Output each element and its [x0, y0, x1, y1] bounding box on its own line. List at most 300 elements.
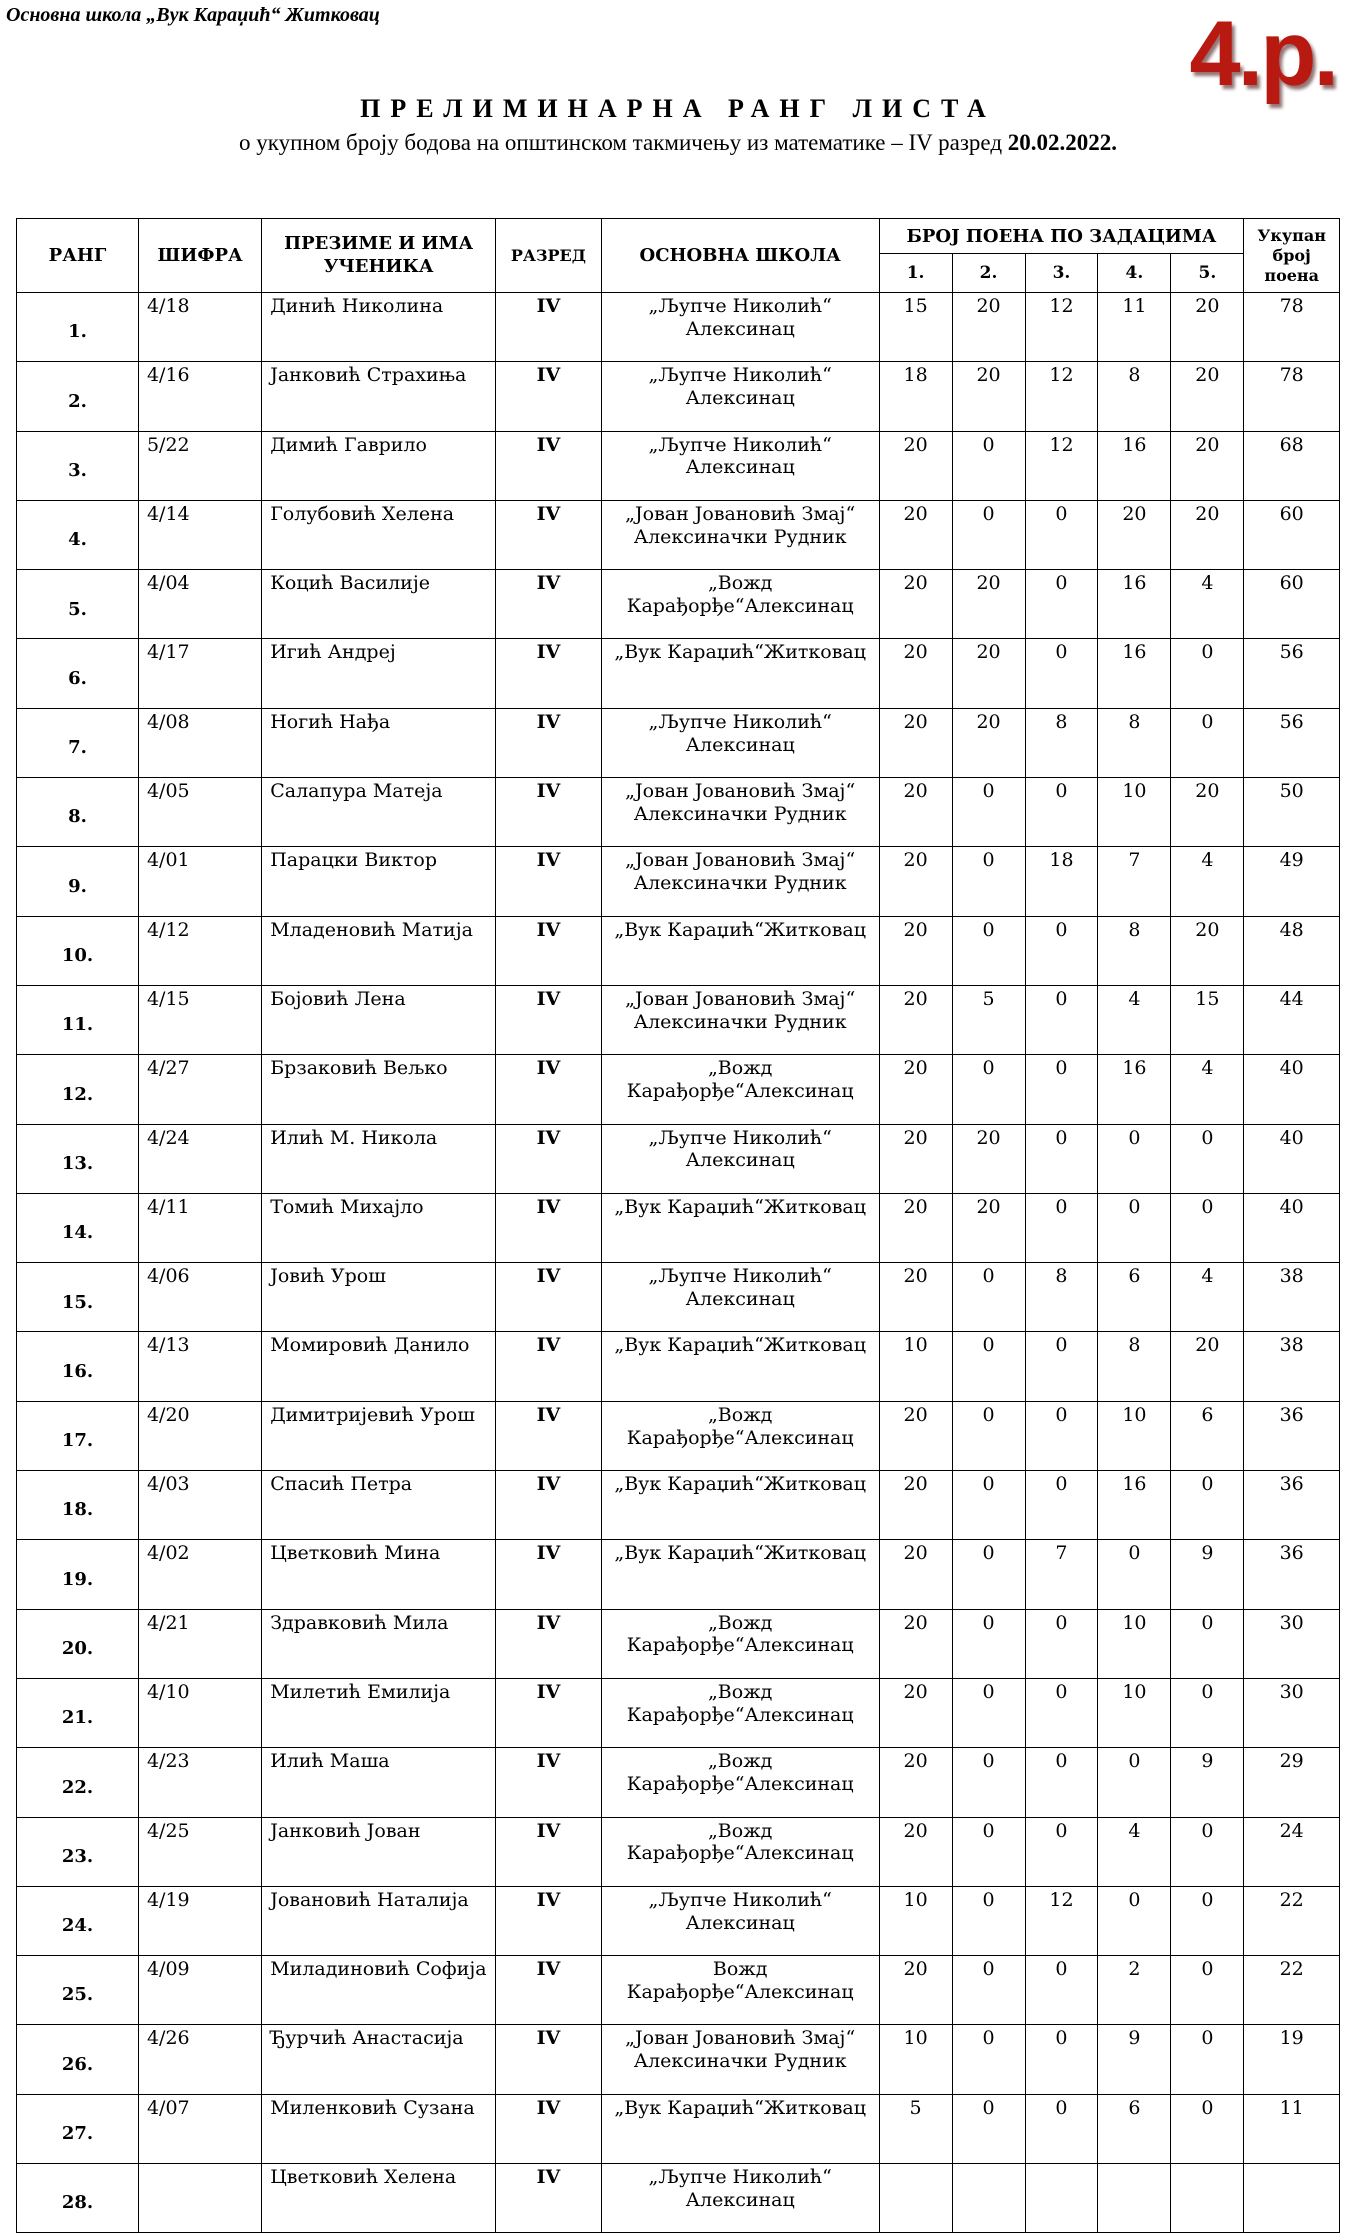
table-row — [17, 1055, 1340, 1124]
task-4-score-cell: 16 — [1098, 639, 1171, 708]
task-2-score-cell: 0 — [952, 431, 1025, 500]
code-cell: 4/13 — [138, 1332, 261, 1401]
task-5-score-cell: 20 — [1171, 293, 1244, 362]
task-1-score-cell: 5 — [879, 2094, 952, 2163]
task-1-score-cell: 20 — [879, 778, 952, 847]
header-task-points: БРОЈ ПОЕНА ПО ЗАДАЦИМА — [879, 219, 1244, 254]
task-3-score-cell: 0 — [1025, 1609, 1098, 1678]
task-4-score-cell: 0 — [1098, 1748, 1171, 1817]
rank-cell: 10. — [17, 916, 139, 985]
task-5-score-cell: 0 — [1171, 1193, 1244, 1262]
school-cell: „Вук Караџић“Житковац — [601, 916, 879, 985]
task-3-score-cell: 0 — [1025, 1332, 1098, 1401]
table-row — [17, 293, 1340, 362]
code-cell: 4/03 — [138, 1471, 261, 1540]
task-2-score-cell: 20 — [952, 708, 1025, 777]
code-cell: 5/22 — [138, 431, 261, 500]
school-cell: Вожд Карађорђе“Алексинац — [601, 1956, 879, 2025]
task-1-score-cell: 10 — [879, 2025, 952, 2094]
total-points-cell: 36 — [1244, 1401, 1340, 1470]
task-1-score-cell: 20 — [879, 1678, 952, 1747]
task-1-score-cell: 20 — [879, 1193, 952, 1262]
total-points-cell: 60 — [1244, 500, 1340, 569]
task-4-score-cell: 0 — [1098, 1193, 1171, 1262]
task-5-score-cell: 0 — [1171, 1886, 1244, 1955]
task-1-score-cell: 18 — [879, 362, 952, 431]
table-row — [17, 778, 1340, 847]
subtitle-date: 20.02.2022. — [1007, 130, 1118, 155]
student-name-cell: Брзаковић Вељко — [262, 1055, 496, 1124]
table-row — [17, 1471, 1340, 1540]
code-cell: 4/02 — [138, 1540, 261, 1609]
rank-cell: 27. — [17, 2094, 139, 2163]
school-cell: „Јован Јовановић Змај“ Алексиначки Рудник — [601, 2025, 879, 2094]
table-row — [17, 847, 1340, 916]
task-2-score-cell: 0 — [952, 2025, 1025, 2094]
header-code: ШИФРА — [138, 219, 261, 293]
table-row — [17, 1678, 1340, 1747]
school-cell: „Вожд Карађорђе“Алексинац — [601, 570, 879, 639]
school-cell: „Љупче Николић“ Алексинац — [601, 362, 879, 431]
total-points-cell: 78 — [1244, 293, 1340, 362]
student-name-cell: Миладиновић Софија — [262, 1956, 496, 2025]
student-name-cell: Илић Маша — [262, 1748, 496, 1817]
student-name-cell: Салапура Матеја — [262, 778, 496, 847]
table-row — [17, 431, 1340, 500]
header-grade: РАЗРЕД — [496, 219, 602, 293]
total-points-cell: 49 — [1244, 847, 1340, 916]
rank-cell: 14. — [17, 1193, 139, 1262]
table-row — [17, 639, 1340, 708]
school-cell: „Вук Караџић“Житковац — [601, 639, 879, 708]
table-row — [17, 985, 1340, 1054]
school-cell: „Љупче Николић“ Алексинац — [601, 293, 879, 362]
header-task-2: 2. — [952, 254, 1025, 293]
student-name-cell: Ђурчић Анастасија — [262, 2025, 496, 2094]
task-2-score-cell: 0 — [952, 1471, 1025, 1540]
task-4-score-cell: 8 — [1098, 708, 1171, 777]
task-4-score-cell: 7 — [1098, 847, 1171, 916]
header-student-name: ПРЕЗИМЕ И ИМА УЧЕНИКА — [262, 219, 496, 293]
total-points-cell: 22 — [1244, 1886, 1340, 1955]
task-2-score-cell: 0 — [952, 1748, 1025, 1817]
rank-cell: 1. — [17, 293, 139, 362]
grade-cell: IV — [496, 2025, 602, 2094]
rank-cell: 17. — [17, 1401, 139, 1470]
total-points-cell: 40 — [1244, 1193, 1340, 1262]
code-cell: 4/14 — [138, 500, 261, 569]
table-row — [17, 1401, 1340, 1470]
student-name-cell: Здравковић Мила — [262, 1609, 496, 1678]
table-row — [17, 500, 1340, 569]
task-2-score-cell: 0 — [952, 1263, 1025, 1332]
student-name-cell: Игић Андреј — [262, 639, 496, 708]
task-4-score-cell: 8 — [1098, 362, 1171, 431]
task-3-score-cell: 18 — [1025, 847, 1098, 916]
school-cell: „Вожд Карађорђе“Алексинац — [601, 1817, 879, 1886]
school-cell: „Вук Караџић“Житковац — [601, 2094, 879, 2163]
total-points-cell: 40 — [1244, 1055, 1340, 1124]
task-1-score-cell: 20 — [879, 916, 952, 985]
task-4-score-cell: 0 — [1098, 1124, 1171, 1193]
task-3-score-cell: 0 — [1025, 1817, 1098, 1886]
rank-cell: 25. — [17, 1956, 139, 2025]
school-cell: „Љупче Николић“ Алексинац — [601, 708, 879, 777]
task-4-score-cell: 0 — [1098, 1886, 1171, 1955]
student-name-cell: Јанковић Страхиња — [262, 362, 496, 431]
rank-cell: 2. — [17, 362, 139, 431]
grade-cell: IV — [496, 1401, 602, 1470]
total-points-cell: 36 — [1244, 1540, 1340, 1609]
grade-cell: IV — [496, 916, 602, 985]
task-5-score-cell: 4 — [1171, 1263, 1244, 1332]
task-1-score-cell: 20 — [879, 1055, 952, 1124]
school-cell: „Љупче Николић“ Алексинац — [601, 2164, 879, 2233]
code-cell: 4/06 — [138, 1263, 261, 1332]
student-name-cell: Коцић Василије — [262, 570, 496, 639]
table-row — [17, 1124, 1340, 1193]
task-1-score-cell: 20 — [879, 1401, 952, 1470]
total-points-cell: 11 — [1244, 2094, 1340, 2163]
task-2-score-cell: 0 — [952, 778, 1025, 847]
table-row — [17, 1886, 1340, 1955]
task-1-score-cell: 15 — [879, 293, 952, 362]
school-cell: „Вук Караџић“Житковац — [601, 1332, 879, 1401]
task-1-score-cell: 20 — [879, 1956, 952, 2025]
total-points-cell: 30 — [1244, 1609, 1340, 1678]
code-cell: 4/10 — [138, 1678, 261, 1747]
school-cell: „Љупче Николић“ Алексинац — [601, 431, 879, 500]
grade-cell: IV — [496, 500, 602, 569]
task-3-score-cell: 0 — [1025, 1193, 1098, 1262]
table-row — [17, 570, 1340, 639]
school-cell: „Љупче Николић“ Алексинац — [601, 1124, 879, 1193]
total-points-cell: 38 — [1244, 1332, 1340, 1401]
grade-cell: IV — [496, 1263, 602, 1332]
header-task-4: 4. — [1098, 254, 1171, 293]
student-name-cell: Голубовић Хелена — [262, 500, 496, 569]
rank-cell: 7. — [17, 708, 139, 777]
grade-cell: IV — [496, 778, 602, 847]
total-points-cell: 24 — [1244, 1817, 1340, 1886]
total-points-cell: 36 — [1244, 1471, 1340, 1540]
table-row — [17, 1332, 1340, 1401]
task-4-score-cell: 10 — [1098, 1401, 1171, 1470]
school-cell: „Јован Јовановић Змај“ Алексиначки Рудник — [601, 778, 879, 847]
school-cell: „Вук Караџић“Житковац — [601, 1193, 879, 1262]
task-1-score-cell: 10 — [879, 1886, 952, 1955]
task-2-score-cell: 20 — [952, 1193, 1025, 1262]
task-2-score-cell: 5 — [952, 985, 1025, 1054]
task-5-score-cell: 15 — [1171, 985, 1244, 1054]
task-2-score-cell: 20 — [952, 293, 1025, 362]
table-row — [17, 362, 1340, 431]
task-1-score-cell: 20 — [879, 1748, 952, 1817]
task-3-score-cell — [1025, 2164, 1098, 2233]
grade-cell: IV — [496, 1055, 602, 1124]
task-1-score-cell: 20 — [879, 847, 952, 916]
task-5-score-cell — [1171, 2164, 1244, 2233]
rank-cell: 6. — [17, 639, 139, 708]
total-points-cell: 19 — [1244, 2025, 1340, 2094]
code-cell: 4/07 — [138, 2094, 261, 2163]
subtitle-text: о укупном броју бодова на општинском такмичењу из математике – IV разред — [238, 130, 1008, 155]
document-subtitle — [0, 130, 1356, 156]
task-2-score-cell: 0 — [952, 1609, 1025, 1678]
table-row — [17, 1540, 1340, 1609]
student-name-cell: Спасић Петра — [262, 1471, 496, 1540]
task-2-score-cell: 0 — [952, 1956, 1025, 2025]
task-5-score-cell: 4 — [1171, 570, 1244, 639]
total-points-cell: 48 — [1244, 916, 1340, 985]
task-3-score-cell: 12 — [1025, 431, 1098, 500]
school-cell: „Вук Караџић“Житковац — [601, 1471, 879, 1540]
task-1-score-cell: 20 — [879, 985, 952, 1054]
task-1-score-cell: 20 — [879, 570, 952, 639]
task-4-score-cell: 16 — [1098, 570, 1171, 639]
task-5-score-cell: 20 — [1171, 431, 1244, 500]
code-cell: 4/08 — [138, 708, 261, 777]
total-points-cell: 38 — [1244, 1263, 1340, 1332]
task-4-score-cell: 20 — [1098, 500, 1171, 569]
code-cell: 4/17 — [138, 639, 261, 708]
table-row — [17, 1193, 1340, 1262]
header-total: Укупан број поена — [1244, 219, 1340, 293]
rank-cell: 5. — [17, 570, 139, 639]
task-3-score-cell: 0 — [1025, 1678, 1098, 1747]
task-5-score-cell: 20 — [1171, 362, 1244, 431]
table-row — [17, 2164, 1340, 2233]
task-4-score-cell: 16 — [1098, 1055, 1171, 1124]
task-5-score-cell: 20 — [1171, 1332, 1244, 1401]
grade-cell: IV — [496, 708, 602, 777]
total-points-cell: 44 — [1244, 985, 1340, 1054]
grade-cell: IV — [496, 293, 602, 362]
rank-cell: 20. — [17, 1609, 139, 1678]
task-5-score-cell: 0 — [1171, 1609, 1244, 1678]
task-3-score-cell: 0 — [1025, 1748, 1098, 1817]
school-cell: „Вожд Карађорђе“Алексинац — [601, 1401, 879, 1470]
task-2-score-cell: 0 — [952, 916, 1025, 985]
grade-cell: IV — [496, 2164, 602, 2233]
header-school: ОСНОВНА ШКОЛА — [601, 219, 879, 293]
task-5-score-cell: 20 — [1171, 778, 1244, 847]
total-points-cell: 22 — [1244, 1956, 1340, 2025]
task-1-score-cell: 20 — [879, 431, 952, 500]
rank-cell: 15. — [17, 1263, 139, 1332]
task-5-score-cell: 0 — [1171, 1471, 1244, 1540]
task-4-score-cell: 16 — [1098, 431, 1171, 500]
total-points-cell: 30 — [1244, 1678, 1340, 1747]
rank-cell: 22. — [17, 1748, 139, 1817]
code-cell: 4/11 — [138, 1193, 261, 1262]
task-1-score-cell: 20 — [879, 1540, 952, 1609]
school-cell: „Јован Јовановић Змај“ Алексиначки Рудник — [601, 847, 879, 916]
school-cell: „Вожд Карађорђе“Алексинац — [601, 1748, 879, 1817]
table-row — [17, 708, 1340, 777]
header-rank: РАНГ — [17, 219, 139, 293]
rank-cell: 28. — [17, 2164, 139, 2233]
rank-cell: 26. — [17, 2025, 139, 2094]
task-2-score-cell: 0 — [952, 1678, 1025, 1747]
grade-cell: IV — [496, 2094, 602, 2163]
task-2-score-cell: 0 — [952, 1055, 1025, 1124]
task-2-score-cell — [952, 2164, 1025, 2233]
rank-cell: 4. — [17, 500, 139, 569]
student-name-cell: Јовић Урош — [262, 1263, 496, 1332]
grade-cell: IV — [496, 362, 602, 431]
student-name-cell: Илић М. Никола — [262, 1124, 496, 1193]
task-1-score-cell: 20 — [879, 1817, 952, 1886]
task-3-score-cell: 0 — [1025, 1471, 1098, 1540]
task-3-score-cell: 8 — [1025, 708, 1098, 777]
task-5-score-cell: 0 — [1171, 2025, 1244, 2094]
task-3-score-cell: 12 — [1025, 1886, 1098, 1955]
code-cell: 4/23 — [138, 1748, 261, 1817]
task-5-score-cell: 6 — [1171, 1401, 1244, 1470]
task-5-score-cell: 0 — [1171, 639, 1244, 708]
code-cell: 4/15 — [138, 985, 261, 1054]
code-cell: 4/12 — [138, 916, 261, 985]
grade-cell: IV — [496, 1332, 602, 1401]
task-4-score-cell: 0 — [1098, 1540, 1171, 1609]
code-cell: 4/20 — [138, 1401, 261, 1470]
task-5-score-cell: 0 — [1171, 708, 1244, 777]
task-5-score-cell: 20 — [1171, 916, 1244, 985]
student-name-cell: Јанковић Јован — [262, 1817, 496, 1886]
table-row — [17, 1263, 1340, 1332]
grade-cell: IV — [496, 639, 602, 708]
task-3-score-cell: 0 — [1025, 639, 1098, 708]
task-1-score-cell: 20 — [879, 1263, 952, 1332]
code-cell: 4/25 — [138, 1817, 261, 1886]
grade-cell: IV — [496, 1817, 602, 1886]
grade-cell: IV — [496, 1540, 602, 1609]
table-row — [17, 2094, 1340, 2163]
task-1-score-cell: 10 — [879, 1332, 952, 1401]
task-2-score-cell: 20 — [952, 570, 1025, 639]
task-3-score-cell: 0 — [1025, 985, 1098, 1054]
total-points-cell: 60 — [1244, 570, 1340, 639]
task-3-score-cell: 0 — [1025, 916, 1098, 985]
grade-cell: IV — [496, 1193, 602, 1262]
student-name-cell: Ногић Нађа — [262, 708, 496, 777]
rank-cell: 23. — [17, 1817, 139, 1886]
task-2-score-cell: 0 — [952, 1540, 1025, 1609]
school-cell: „Вожд Карађорђе“Алексинац — [601, 1609, 879, 1678]
task-3-score-cell: 0 — [1025, 1055, 1098, 1124]
task-3-score-cell: 0 — [1025, 2094, 1098, 2163]
ranking-table — [16, 218, 1340, 2233]
task-4-score-cell: 10 — [1098, 1609, 1171, 1678]
grade-badge: 4.р. — [1189, 3, 1336, 105]
code-cell: 4/05 — [138, 778, 261, 847]
total-points-cell: 50 — [1244, 778, 1340, 847]
task-2-score-cell: 20 — [952, 639, 1025, 708]
rank-cell: 18. — [17, 1471, 139, 1540]
task-3-score-cell: 12 — [1025, 293, 1098, 362]
student-name-cell: Младеновић Матија — [262, 916, 496, 985]
table-row — [17, 2025, 1340, 2094]
task-5-score-cell: 0 — [1171, 1817, 1244, 1886]
student-name-cell: Димић Гаврило — [262, 431, 496, 500]
task-5-score-cell: 20 — [1171, 500, 1244, 569]
rank-cell: 8. — [17, 778, 139, 847]
school-cell: „Јован Јовановић Змај“ Алексиначки Рудник — [601, 500, 879, 569]
task-2-score-cell: 0 — [952, 1332, 1025, 1401]
rank-cell: 24. — [17, 1886, 139, 1955]
student-name-cell: Динић Николина — [262, 293, 496, 362]
school-cell: „Јован Јовановић Змај“ Алексиначки Рудник — [601, 985, 879, 1054]
table-row — [17, 1817, 1340, 1886]
task-3-score-cell: 0 — [1025, 500, 1098, 569]
task-4-score-cell: 9 — [1098, 2025, 1171, 2094]
task-3-score-cell: 8 — [1025, 1263, 1098, 1332]
grade-cell: IV — [496, 1609, 602, 1678]
student-name-cell: Миленковић Сузана — [262, 2094, 496, 2163]
task-2-score-cell: 0 — [952, 2094, 1025, 2163]
task-1-score-cell: 20 — [879, 639, 952, 708]
total-points-cell: 40 — [1244, 1124, 1340, 1193]
task-2-score-cell: 20 — [952, 1124, 1025, 1193]
code-cell: 4/04 — [138, 570, 261, 639]
rank-cell: 19. — [17, 1540, 139, 1609]
code-cell — [138, 2164, 261, 2233]
task-1-score-cell: 20 — [879, 708, 952, 777]
table-row — [17, 1748, 1340, 1817]
grade-cell: IV — [496, 1124, 602, 1193]
code-cell: 4/18 — [138, 293, 261, 362]
task-1-score-cell: 20 — [879, 1124, 952, 1193]
task-2-score-cell: 0 — [952, 1401, 1025, 1470]
total-points-cell: 78 — [1244, 362, 1340, 431]
document-title: ПРЕЛИМИНАРНА РАНГ ЛИСТА — [360, 94, 996, 123]
school-cell: „Љупче Николић“ Алексинац — [601, 1886, 879, 1955]
task-4-score-cell: 11 — [1098, 293, 1171, 362]
task-5-score-cell: 4 — [1171, 847, 1244, 916]
task-4-score-cell: 4 — [1098, 985, 1171, 1054]
school-header: Основна школа „Вук Караџић“ Житковац — [6, 4, 380, 26]
table-row — [17, 1956, 1340, 2025]
grade-cell: IV — [496, 1748, 602, 1817]
task-4-score-cell: 2 — [1098, 1956, 1171, 2025]
code-cell: 4/16 — [138, 362, 261, 431]
code-cell: 4/26 — [138, 2025, 261, 2094]
task-4-score-cell: 8 — [1098, 916, 1171, 985]
code-cell: 4/09 — [138, 1956, 261, 2025]
task-2-score-cell: 0 — [952, 1817, 1025, 1886]
task-3-score-cell: 0 — [1025, 1956, 1098, 2025]
task-4-score-cell: 8 — [1098, 1332, 1171, 1401]
grade-cell: IV — [496, 1678, 602, 1747]
task-5-score-cell: 4 — [1171, 1055, 1244, 1124]
student-name-cell: Томић Михајло — [262, 1193, 496, 1262]
task-5-score-cell: 9 — [1171, 1540, 1244, 1609]
student-name-cell: Јовановић Наталија — [262, 1886, 496, 1955]
code-cell: 4/27 — [138, 1055, 261, 1124]
code-cell: 4/21 — [138, 1609, 261, 1678]
task-3-score-cell: 0 — [1025, 570, 1098, 639]
task-3-score-cell: 12 — [1025, 362, 1098, 431]
school-cell: „Вожд Карађорђе“Алексинац — [601, 1055, 879, 1124]
task-4-score-cell: 10 — [1098, 1678, 1171, 1747]
school-cell: „Вук Караџић“Житковац — [601, 1540, 879, 1609]
code-cell: 4/24 — [138, 1124, 261, 1193]
task-3-score-cell: 0 — [1025, 2025, 1098, 2094]
table-row — [17, 1609, 1340, 1678]
school-cell: „Вожд Карађорђе“Алексинац — [601, 1678, 879, 1747]
code-cell: 4/19 — [138, 1886, 261, 1955]
